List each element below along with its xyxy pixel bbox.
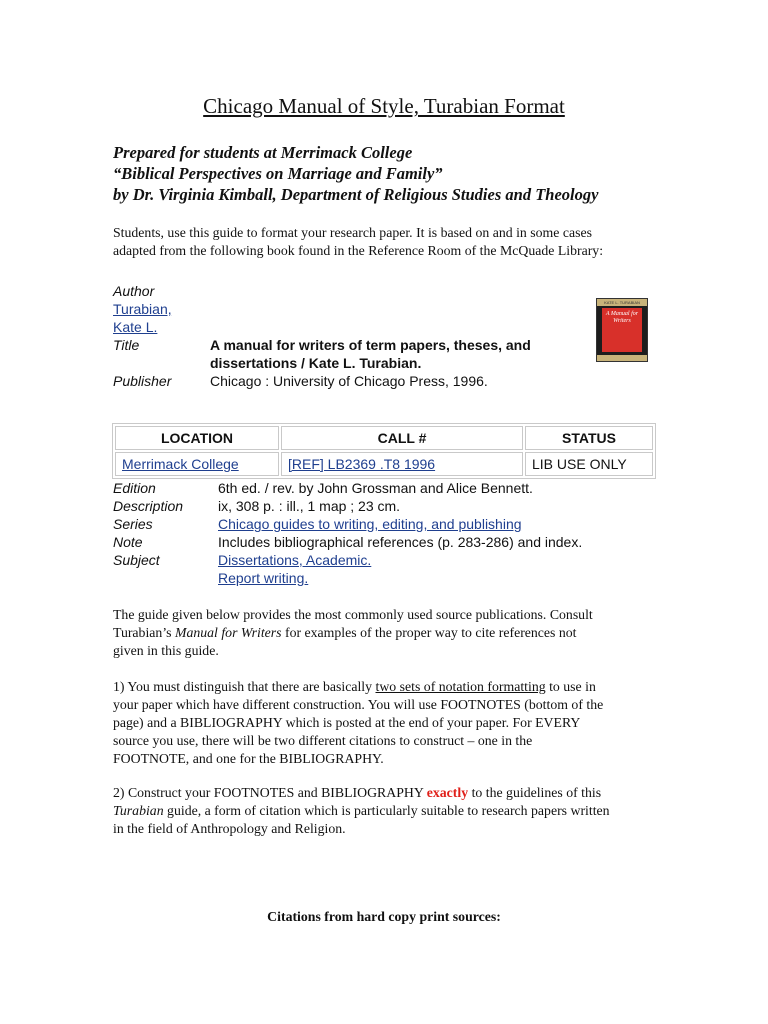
publisher-label: Publisher — [113, 373, 172, 389]
guide-line-2 — [113, 624, 658, 642]
point-1-line-1 — [113, 678, 658, 696]
point-2-line-1 — [113, 784, 658, 802]
edition-label: Edition — [113, 480, 156, 496]
status-cell: LIB USE ONLY — [525, 452, 653, 476]
prepared-line-course: “Biblical Perspectives on Marriage and Family” — [113, 164, 443, 183]
call-number-link[interactable]: [REF] LB2369 .T8 1996 — [288, 456, 436, 472]
point-1-line-5: FOOTNOTE, and one for the BIBLIOGRAPHY. — [113, 751, 384, 766]
guide-paragraph — [113, 606, 658, 660]
point-2-paragraph — [113, 784, 658, 838]
book-title-line-1: A manual for writers of term papers, theses, and — [210, 337, 531, 353]
prepared-line-author: by Dr. Virginia Kimball, Department of Religious Studies and Theology — [113, 185, 599, 204]
point-1-line-1c: to use in — [545, 679, 596, 694]
guide-line-1: The guide given below provides the most commonly used source publications. Consult — [113, 607, 593, 622]
series-label: Series — [113, 516, 153, 532]
intro-paragraph — [113, 224, 673, 260]
cover-footer — [597, 355, 647, 361]
location-link[interactable]: Merrimack College — [122, 456, 239, 472]
cover-title: A Manual for Writers — [605, 311, 639, 324]
manual-title: Manual for Writers — [174, 625, 282, 640]
point-2-line-3: in the field of Anthropology and Religion. — [113, 821, 346, 836]
subject-link-dissertations[interactable]: Dissertations, Academic. — [218, 552, 372, 568]
point-1-line-2: your paper which have different construction. You will use FOOTNOTES (bottom of the — [113, 697, 604, 712]
point-2-line-2 — [113, 802, 658, 820]
intro-line-1: Students, use this guide to format your research paper. It is based on and in some cases — [113, 225, 592, 240]
call-number-header: CALL # — [281, 426, 523, 450]
subject-label: Subject — [113, 552, 160, 568]
author-link[interactable]: Turabian, — [113, 301, 172, 317]
notation-sets-emphasis: two sets of notation formatting — [375, 679, 546, 694]
author-link-name[interactable]: Kate L. — [113, 319, 158, 335]
prepared-block — [113, 142, 598, 205]
cover-author: KATE L. TURABIAN — [597, 299, 647, 306]
holdings-row — [115, 452, 653, 476]
title-label: Title — [113, 337, 140, 353]
point-1-line-3: page) and a BIBLIOGRAPHY which is posted at the end of your paper. For EVERY — [113, 715, 581, 730]
point-2-line-1c: to the guidelines of this — [468, 785, 602, 800]
citations-heading: Citations from hard copy print sources: — [267, 909, 501, 924]
holdings-header-row — [115, 426, 653, 450]
point-1-line-1a: 1) You must distinguish that there are basically — [113, 679, 376, 694]
exactly-emphasis: exactly — [426, 785, 469, 800]
prepared-line-college: Prepared for students at Merrimack College — [113, 143, 413, 162]
guide-line-2c: for examples of the proper way to cite references not — [281, 625, 577, 640]
call-number-cell — [281, 452, 523, 476]
note-label: Note — [113, 534, 143, 550]
page-title: Chicago Manual of Style, Turabian Format — [203, 94, 565, 118]
turabian-italic: Turabian — [113, 803, 164, 818]
edition-value: 6th ed. / rev. by John Grossman and Alice Bennett. — [218, 480, 533, 496]
point-1-paragraph — [113, 678, 658, 768]
subject-link-report-writing[interactable]: Report writing. — [218, 570, 309, 586]
location-header: LOCATION — [115, 426, 279, 450]
description-label: Description — [113, 498, 184, 514]
author-label: Author — [113, 283, 155, 299]
point-1-line-4: source you use, there will be two different citations to construct – one in the — [113, 733, 533, 748]
series-link[interactable]: Chicago guides to writing, editing, and publishing — [218, 516, 522, 532]
guide-line-2a: Turabian’s — [113, 625, 175, 640]
book-title-line-2: dissertations / Kate L. Turabian. — [210, 355, 422, 371]
note-value: Includes bibliographical references (p. 283-286) and index. — [218, 534, 583, 550]
point-2-line-1a: 2) Construct your FOOTNOTES and BIBLIOGRAPHY — [113, 785, 427, 800]
book-cover-image[interactable] — [596, 298, 648, 362]
guide-line-3: given in this guide. — [113, 643, 219, 658]
holdings-table — [112, 423, 656, 479]
publisher-value: Chicago : University of Chicago Press, 1996. — [210, 373, 488, 389]
point-2-line-2b: guide, a form of citation which is particularly suitable to research papers written — [163, 803, 610, 818]
book-title — [210, 336, 531, 372]
intro-line-2: adapted from the following book found in the Reference Room of the McQuade Library: — [113, 243, 604, 258]
status-header: STATUS — [525, 426, 653, 450]
description-value: ix, 308 p. : ill., 1 map ; 23 cm. — [218, 498, 401, 514]
location-cell — [115, 452, 279, 476]
